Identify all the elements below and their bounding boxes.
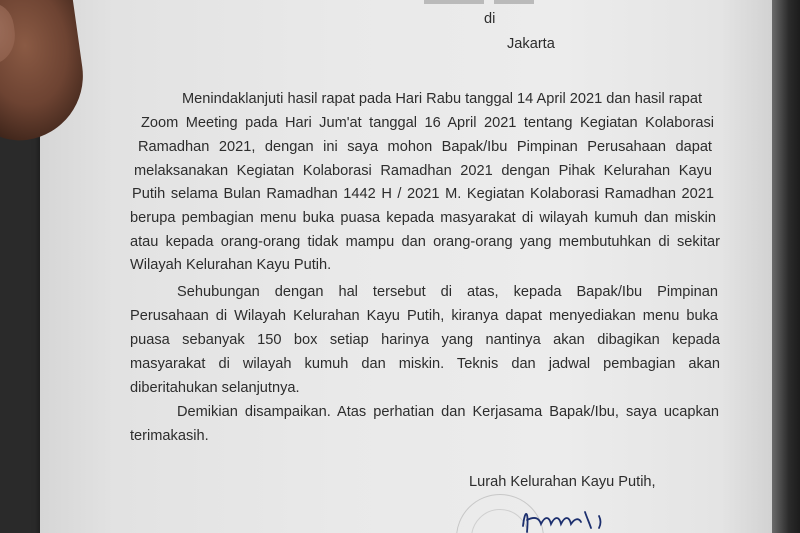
background-right-edge (772, 0, 800, 533)
paragraph2-line1: Sehubungan dengan hal tersebut di atas, kepada Bapak/Ibu Pimpinan (177, 284, 718, 300)
cut-off-text-top (424, 0, 564, 6)
paragraph3-line1: Demikian disampaikan. Atas perhatian dan Kerjasama Bapak/Ibu, saya ucapkan (177, 404, 719, 420)
paragraph2-line4: masyarakat di wilayah kumuh dan miskin. Teknis dan jadwal pembagian akan (130, 356, 720, 372)
paragraph1-line7: atau kepada orang-orang tidak mampu dan orang-orang yang membutuhkan di sekitar (130, 234, 720, 250)
paragraph2-line5: diberitahukan selanjutnya. (130, 380, 300, 396)
header-city: Jakarta (507, 36, 555, 52)
paragraph1-line1: Menindaklanjuti hasil rapat pada Hari Rabu tanggal 14 April 2021 dan hasil rapat (182, 91, 703, 107)
paragraph2-line3: puasa sebanyak 150 box setiap harinya yang nantinya akan dibagikan kepada (130, 332, 720, 348)
paragraph1-line8: Wilayah Kelurahan Kayu Putih. (130, 257, 332, 273)
paragraph1-line3: Ramadhan 2021, dengan ini saya mohon Bapak/Ibu Pimpinan Perusahaan dapat (138, 139, 712, 155)
paragraph1-line4: melaksanakan Kegiatan Kolaborasi Ramadhan 2021 dengan Pihak Kelurahan Kayu (134, 163, 712, 179)
signatory-title: Lurah Kelurahan Kayu Putih, (469, 474, 656, 490)
paragraph1-line2: Zoom Meeting pada Hari Jum'at tanggal 16 April 2021 tentang Kegiatan Kolaborasi (141, 115, 714, 131)
header-di: di (484, 11, 496, 27)
paragraph1-line6: berupa pembagian menu buka puasa kepada masyarakat di wilayah kumuh dan miskin (130, 210, 716, 226)
paragraph3-line2: terimakasih. (130, 428, 209, 444)
signature (515, 498, 635, 533)
paragraph2-line2: Perusahaan di Wilayah Kelurahan Kayu Putih, kiranya dapat menyediakan menu buka (130, 308, 718, 324)
paragraph1-line5: Putih selama Bulan Ramadhan 1442 H / 2021 M. Kegiatan Kolaborasi Ramadhan 2021 (132, 186, 714, 202)
